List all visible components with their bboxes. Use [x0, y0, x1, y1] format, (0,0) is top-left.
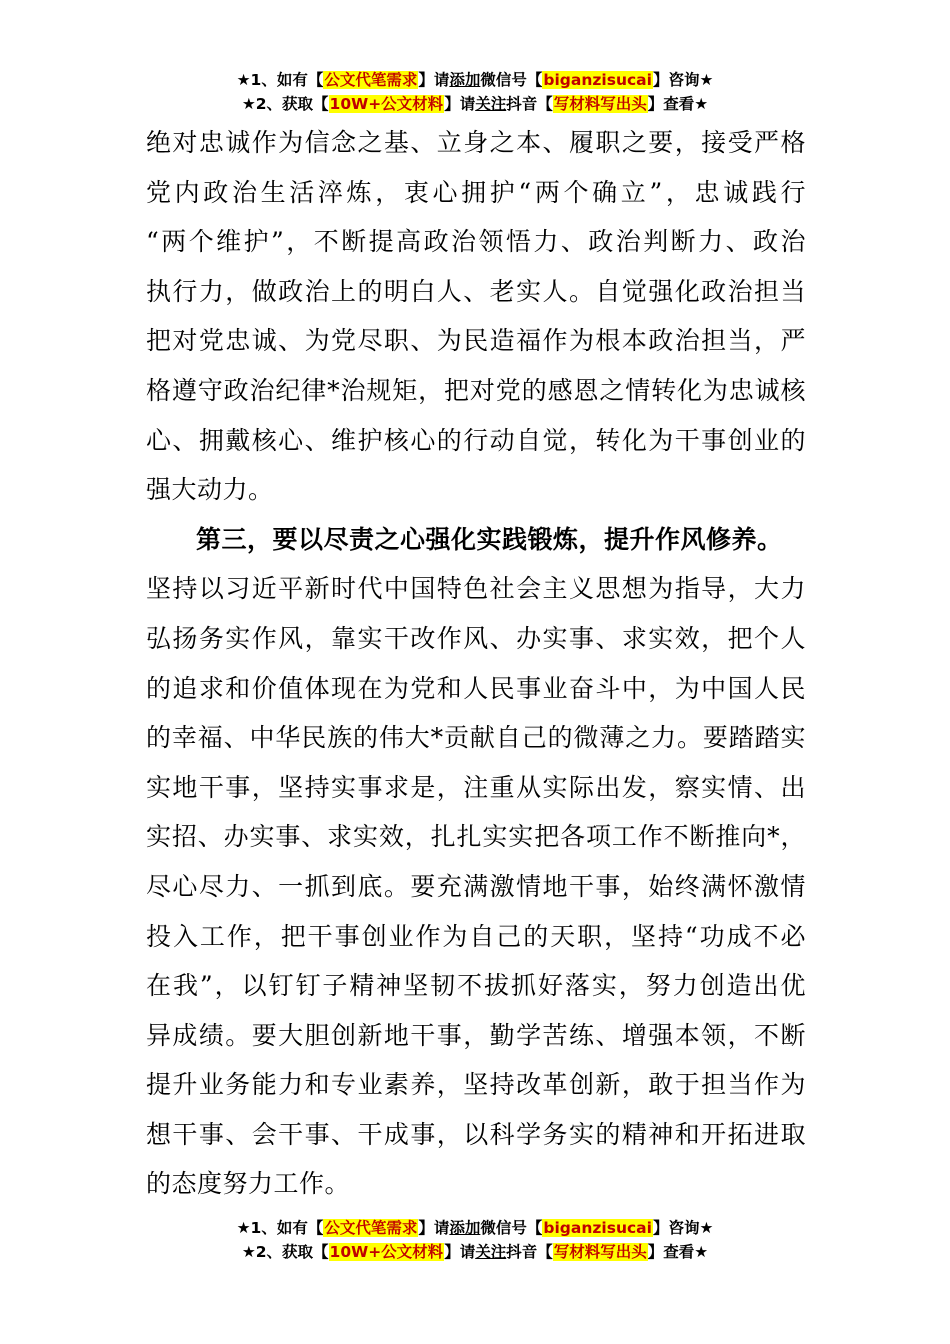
banner-text: ★1、如有【: [236, 1219, 324, 1237]
highlight-materials: 10W+公文材料: [329, 1243, 444, 1261]
highlight-wechat-id: biganzisucai: [543, 1219, 652, 1237]
banner-text: 】请: [444, 95, 476, 113]
banner-text: 】查看★: [647, 95, 709, 113]
text-line: 执行力，做政治上的明白人、老实人。自觉强化政治担当: [146, 276, 806, 306]
text-line: 坚持以习近平新时代中国特色社会主义思想为指导，大力: [146, 574, 806, 604]
text-line: 强大动力。: [146, 475, 274, 505]
highlight-service: 公文代笔需求: [324, 71, 418, 89]
highlight-douyin: 写材料写出头: [553, 1243, 647, 1261]
banner-line-2: [0, 92, 950, 116]
text-line: 实招、办实事、求实效，扎扎实实把各项工作不断推向*，: [146, 822, 806, 852]
text-line: 格遵守政治纪律*治规矩，把对党的感恩之情转化为忠诚核: [146, 375, 806, 405]
banner-text: 】查看★: [647, 1243, 709, 1261]
highlight-materials: 10W+公文材料: [329, 95, 444, 113]
banner-text: 】咨询★: [652, 71, 714, 89]
text-line: 绝对忠诚作为信念之基、立身之本、履职之要，接受严格: [146, 128, 806, 157]
banner-underlined: 添加: [449, 1219, 481, 1237]
text-line: 提升业务能力和专业素养，坚持改革创新，敢于担当作为: [146, 1070, 806, 1100]
banner-text: 】请: [444, 1243, 476, 1261]
document-body: [146, 118, 806, 1209]
banner-text: 】请: [418, 1219, 450, 1237]
paragraph-2: [146, 564, 806, 1209]
banner-line-1: [0, 68, 950, 92]
banner-underlined: 关注: [475, 1243, 507, 1261]
banner-underlined: 添加: [449, 71, 481, 89]
banner-text: 微信号【: [480, 1219, 543, 1237]
banner-text: 】咨询★: [652, 1219, 714, 1237]
footer-banner: [0, 1216, 950, 1264]
paragraph-1: [146, 118, 806, 515]
banner-line-1: [0, 1216, 950, 1240]
banner-line-2: [0, 1240, 950, 1264]
highlight-douyin: 写材料写出头: [553, 95, 647, 113]
text-line: 党内政治生活淬炼，衷心拥护“两个确立”，忠诚践行: [146, 177, 806, 207]
banner-text: 】请: [418, 71, 450, 89]
text-line: 尽心尽力、一抓到底。要充满激情地干事，始终满怀激情: [146, 871, 806, 901]
banner-text: 抖音【: [506, 1243, 553, 1261]
text-line: 把对党忠诚、为党尽职、为民造福作为根本政治担当，严: [146, 326, 806, 356]
highlight-service: 公文代笔需求: [324, 1219, 418, 1237]
text-line: 弘扬务实作风，靠实干改作风、办实事、求实效，把个人: [146, 623, 806, 653]
text-line: 心、拥戴核心、维护核心的行动自觉，转化为干事创业的: [146, 425, 806, 455]
highlight-wechat-id: biganzisucai: [543, 71, 652, 89]
text-line: 的追求和价值体现在为党和人民事业奋斗中，为中国人民: [146, 673, 806, 703]
text-line: “两个维护”，不断提高政治领悟力、政治判断力、政治: [146, 227, 806, 257]
banner-text: 微信号【: [480, 71, 543, 89]
banner-text: ★2、获取【: [241, 95, 329, 113]
banner-text: ★2、获取【: [241, 1243, 329, 1261]
text-line: 想干事、会干事、干成事，以科学务实的精神和开拓进取: [146, 1119, 806, 1149]
text-line: 实地干事，坚持实事求是，注重从实际出发，察实情、出: [146, 772, 806, 802]
text-line: 异成绩。要大胆创新地干事，勤学苦练、增强本领，不断: [146, 1020, 806, 1050]
text-line: 的幸福、中华民族的伟大*贡献自己的微薄之力。要踏踏实: [146, 723, 806, 753]
text-line: 的态度努力工作。: [146, 1169, 351, 1199]
text-line: 在我”，以钉钉子精神坚韧不拔抓好落实，努力创造出优: [146, 971, 806, 1001]
text-line: 投入工作，把干事创业作为自己的天职，坚持“功成不必: [146, 921, 806, 951]
banner-underlined: 关注: [475, 95, 507, 113]
section-heading: 第三，要以尽责之心强化实践锻炼，提升作风修养。: [196, 524, 783, 554]
header-banner: [0, 68, 950, 116]
banner-text: 抖音【: [506, 95, 553, 113]
banner-text: ★1、如有【: [236, 71, 324, 89]
